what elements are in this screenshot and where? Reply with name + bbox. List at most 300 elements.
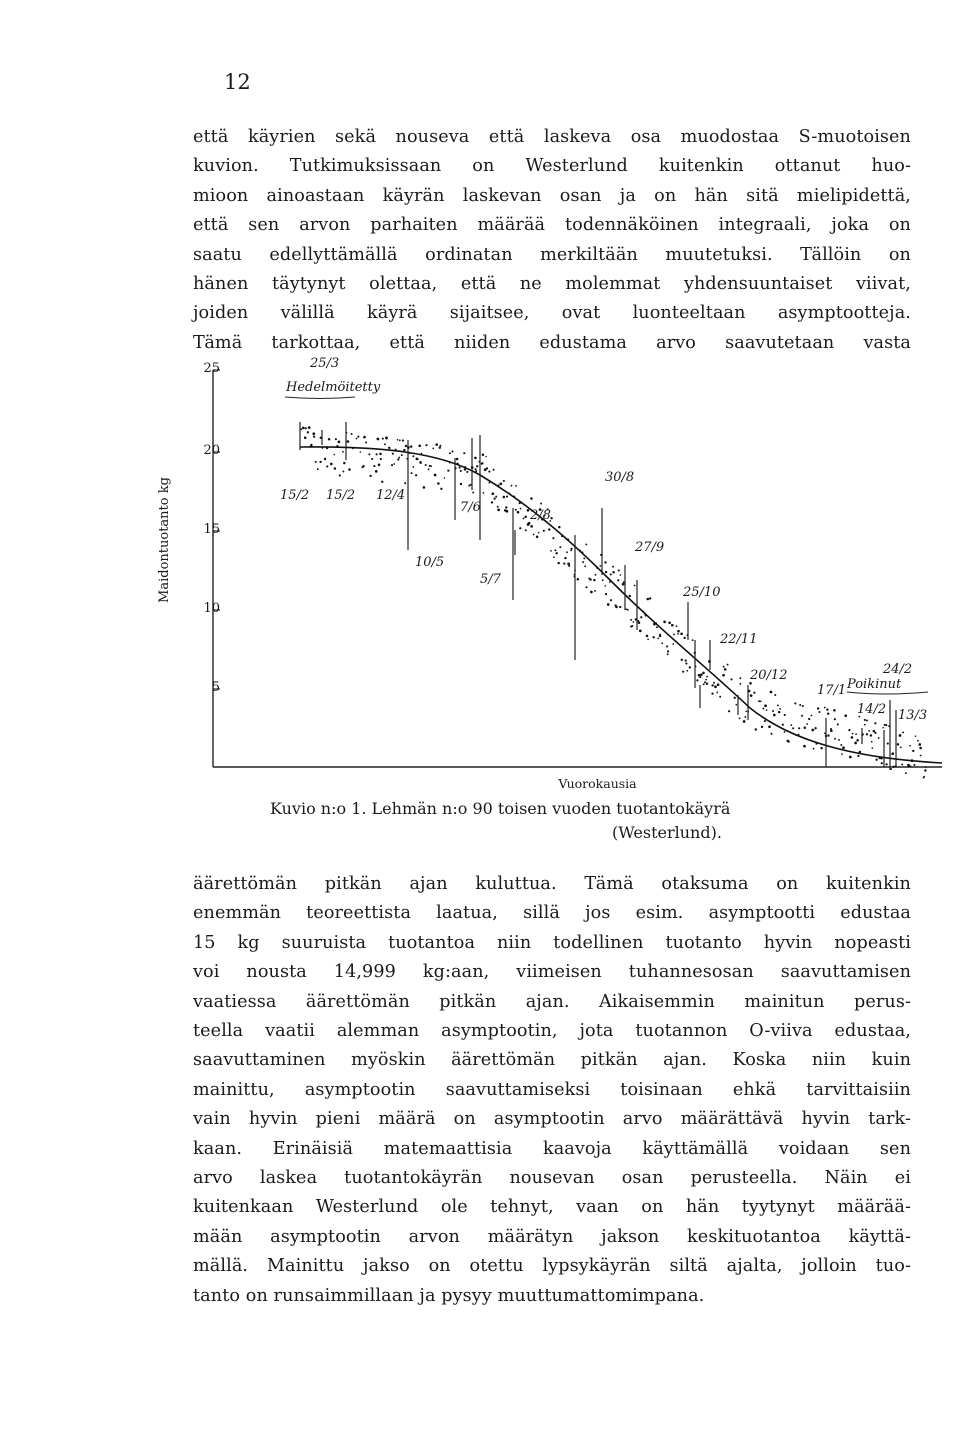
data-point [909,745,911,747]
data-point [410,445,412,447]
data-point [770,691,773,694]
data-point [497,506,499,508]
data-point [493,469,495,471]
data-point [864,724,866,726]
data-point [384,443,386,445]
data-point [713,682,715,684]
data-point [398,457,400,459]
data-point [722,674,725,677]
data-point [873,730,876,733]
data-point [895,765,897,767]
data-point [508,493,510,495]
data-point [356,438,358,440]
data-point [639,630,642,633]
data-point [899,734,902,737]
x-axis-label: Vuorokausia [558,776,637,791]
data-point [695,666,697,668]
annotation-25-10: 25/10 [683,585,721,600]
data-point [897,743,899,745]
data-point [558,526,561,529]
data-point [824,732,826,734]
text-line: vaatiessa äärettömän pitkän ajan. Aikaisemmin mainitun perus- [193,991,911,1012]
data-point [419,461,422,464]
annotation-poikinut: Poikinut [847,677,902,692]
data-point [485,456,487,458]
data-point [890,768,892,770]
data-point [758,700,760,702]
data-point [451,450,453,452]
data-point [397,439,399,441]
data-point [755,728,757,730]
data-point [563,563,565,565]
data-point [671,624,674,627]
data-point [402,439,404,441]
data-point [449,452,451,454]
data-point [827,734,829,736]
data-point [530,525,533,528]
data-point [795,734,797,736]
data-point [703,683,705,685]
data-point [454,467,456,469]
text-line: mään asymptootin arvon määrätyn jakson keskituotantoa käyttä- [193,1226,911,1247]
data-point [859,751,861,753]
data-point [607,603,610,606]
data-point [924,769,926,771]
data-point [552,537,554,539]
data-point [530,497,533,500]
data-point [407,446,410,449]
data-point [684,637,686,639]
data-point [811,729,814,732]
data-point [320,437,322,439]
data-point [386,437,388,439]
data-point [788,741,790,743]
data-point [618,569,620,571]
data-point [338,441,341,444]
data-point [594,590,596,592]
data-point [834,738,836,740]
data-point [885,763,887,765]
data-point [567,538,569,540]
text-line: enemmän teoreettista laatua, sillä jos esim. asymptootti edustaa [193,903,911,924]
data-point [397,458,399,460]
data-point [808,718,810,720]
data-point [418,444,421,447]
data-point [456,458,459,461]
data-point [362,465,364,467]
data-point [589,578,591,580]
data-point [919,747,922,750]
data-point [784,731,786,733]
data-point [911,759,914,762]
data-point [857,755,859,757]
data-point [584,565,586,567]
figure-production-curve [150,340,950,860]
data-point [439,445,441,447]
data-point [493,497,495,499]
text-line: 15 kg suuruista tuotantoa niin todellinen tuotanto hyvin nopeasti [193,932,911,953]
data-point [871,741,873,743]
data-point [375,470,378,473]
data-point [888,725,890,727]
data-point [506,496,508,498]
data-point [406,458,408,460]
data-point [425,464,427,466]
data-point [573,574,575,576]
data-point [343,462,345,464]
data-point [798,727,800,729]
data-point [538,532,540,534]
data-point [634,585,636,587]
text-line: vain hyvin pieni määrä on asymptootin arvo määrättävä hyvin tark- [193,1109,911,1130]
annotation-30-8: 30/8 [605,470,635,485]
data-point [699,676,701,678]
data-point [819,711,821,713]
data-point [395,449,397,451]
data-point [548,528,550,530]
hedelmoitetty-underline [285,397,355,399]
data-point [363,436,366,439]
data-point [428,468,430,470]
data-point [378,464,381,467]
data-point [409,452,411,454]
paragraph-bottom [193,870,911,1311]
data-point [870,734,872,736]
data-point [779,708,781,710]
data-point [841,753,843,755]
data-point [440,488,442,490]
data-point [620,574,622,576]
data-point [460,483,462,485]
data-point [423,486,426,489]
data-point [724,668,727,671]
data-point [439,447,441,449]
data-point [777,704,779,706]
data-point [827,712,829,714]
data-point [553,556,555,558]
data-point [540,503,542,505]
data-point [692,639,694,641]
data-point [686,670,688,672]
data-point [837,723,839,725]
data-point [310,444,312,446]
data-point [379,453,382,456]
data-point [638,621,641,624]
data-point [748,690,751,693]
data-point [519,502,521,504]
data-point [735,704,737,706]
figure-caption [270,797,730,845]
data-point [483,492,485,494]
data-point [761,726,763,728]
data-point [773,714,776,717]
data-point [834,718,836,720]
annotation-13-3: 13/3 [898,708,928,723]
data-point [319,461,321,463]
data-point [404,482,406,484]
data-point [645,615,647,617]
data-point [381,481,383,483]
data-point [866,720,868,722]
data-point [365,442,367,444]
data-point [681,659,683,661]
data-point [403,449,405,451]
data-point [643,611,645,613]
data-point [617,579,619,581]
data-point [917,740,919,742]
annotation-24-2: 24/2 [883,662,913,677]
text-line: kuvion. Tutkimuksissaan on Westerlund kuitenkin ottanut huo- [193,156,911,177]
data-point [585,586,587,588]
data-point [885,724,887,726]
data-point [875,759,877,761]
data-point [348,468,351,471]
data-point [401,454,403,456]
data-point [753,692,755,694]
data-point [421,453,423,455]
data-point [333,454,335,456]
data-point [661,642,663,644]
data-point [525,529,527,531]
data-point [820,747,822,749]
data-point [511,485,513,487]
data-point [739,683,741,685]
data-point [568,565,570,567]
text-line: mioon ainoastaan käyrän laskevan osan ja on hän sitä mielipidettä, [193,185,911,206]
data-point [862,733,864,735]
data-point [745,710,747,712]
data-point [711,684,713,686]
data-point [728,710,730,712]
data-point [891,752,894,755]
data-point [768,725,771,728]
data-point [610,573,612,575]
data-point [784,714,786,716]
data-point [653,623,656,626]
data-point [774,694,776,696]
date-markers [300,422,896,770]
data-point [826,708,828,710]
data-point [336,445,338,447]
data-point [476,465,478,467]
text-line: voi nousta 14,999 kg:aan, viimeisen tuhannesosan saavuttamisen [193,962,911,983]
data-point [739,717,741,719]
data-point [326,447,328,449]
data-point [731,678,733,680]
data-point [619,606,621,608]
data-point [640,616,642,618]
data-point [838,739,840,741]
data-point [555,552,557,554]
data-point [770,733,772,735]
text-line: Tämä tarkottaa, että niiden edustama arvo saavutetaan vasta [193,332,911,353]
data-point [605,593,607,595]
data-point [305,427,307,429]
data-point [851,736,854,739]
text-line: hänen täytynyt olettaa, että ne molemmat yhdensuuntaiset viivat, [193,274,911,295]
data-point [495,496,497,498]
data-point [912,750,914,752]
data-point [623,581,625,583]
data-point [766,709,768,711]
data-point [432,448,434,450]
data-point [585,543,587,545]
data-point [357,436,359,438]
data-point [747,711,749,713]
data-point [579,550,581,552]
data-point [313,436,315,438]
data-point [435,443,438,446]
data-point [460,470,462,472]
text-line: saavuttaminen myöskin äärettömän pitkän ajan. Koska niin kuin [193,1050,911,1071]
data-point [429,465,431,467]
data-point [334,467,337,470]
data-point [471,466,474,469]
data-point [583,557,585,559]
data-point [302,427,305,430]
data-point [514,496,516,498]
data-point [920,755,922,757]
data-point [554,549,556,551]
data-point [330,463,333,466]
data-point [711,692,713,694]
data-point [900,746,902,748]
data-point [802,705,804,707]
data-point [315,461,317,463]
data-point [574,576,576,578]
caption-line: Kuvio n:o 1. Lehmän n:o 90 toisen vuoden tuotantokäyrä [270,799,731,818]
annotation-12-4: 12/4 [376,488,406,503]
data-point [550,550,552,552]
data-point [627,609,629,611]
data-point [600,554,602,556]
y-tick-label: 10 [203,601,220,616]
text-line: mainittu, asymptootin saavuttamiseksi toisinaan ehkä tarvittaisiin [193,1079,911,1100]
data-point [577,578,580,581]
data-point [351,433,353,435]
data-point [760,700,762,702]
data-point [656,626,658,628]
data-point [813,748,815,750]
data-point [790,724,792,726]
data-point [881,762,883,764]
text-line: joiden välillä käyrä sijaitsee, ovat luonteeltaan asymptootteja. [193,303,911,324]
data-point [782,724,784,726]
data-point [605,571,607,573]
data-point [590,591,593,594]
data-point [615,606,618,609]
y-tick-label: 5 [211,680,220,695]
data-point [840,744,842,746]
poikinut-underline [847,692,928,694]
data-point [304,436,307,439]
data-point [324,458,326,460]
data-point [734,697,736,699]
data-point [925,766,927,768]
data-point [631,625,633,627]
data-point [700,673,703,676]
data-point [602,579,604,581]
text-line: että käyrien sekä nouseva että laskeva osa muodostaa S-muotoisen [193,127,911,147]
data-point [456,463,458,465]
data-point [415,474,417,476]
data-point [764,704,767,707]
data-point [582,561,584,563]
data-point [543,530,545,532]
data-point [849,756,852,759]
data-point [918,743,921,746]
data-point [792,727,794,729]
data-point [609,581,611,583]
paragraph-top [193,123,911,358]
data-point [411,472,413,474]
data-point [466,471,468,473]
data-point [500,483,503,486]
data-point [750,694,753,697]
data-point [719,696,721,698]
data-point [604,585,606,587]
data-point [677,633,679,635]
data-point [352,447,354,449]
data-point [392,453,394,455]
data-point [667,650,669,652]
data-point [412,466,414,468]
data-point [339,474,341,476]
data-point [326,465,328,467]
annotation-14-2: 14/2 [857,702,887,717]
data-point [696,679,698,681]
y-tick-label: 15 [203,522,220,537]
text-line: teella vaatii alemman asymptootin, jota tuotannon O-viiva edustaa, [193,1021,911,1042]
data-point [445,460,447,462]
data-point [519,527,521,529]
data-point [902,731,904,733]
data-point [393,463,395,465]
data-point [489,482,491,484]
data-point [388,447,390,449]
data-point [913,764,915,766]
data-point [571,548,573,550]
data-point [380,458,382,460]
data-point [582,551,584,553]
text-line: kaan. Erinäisiä matemaattisia kaavoja käyttämällä voidaan sen [193,1138,911,1159]
data-point [596,567,598,569]
data-point [880,757,883,760]
data-point [677,630,680,633]
data-point [915,735,917,737]
data-point [657,638,659,640]
annotation-27-9: 27/9 [635,540,665,555]
data-point [727,664,729,666]
data-point [804,726,807,729]
data-point [686,634,688,636]
data-point [369,475,371,477]
data-point [391,464,393,466]
data-point [328,438,331,441]
data-point [830,728,832,730]
data-point [649,597,651,599]
data-point [798,734,800,736]
data-point [673,634,675,636]
data-point [625,608,627,610]
data-point [449,462,451,464]
annotation-20-12: 20/12 [750,668,788,683]
data-point [705,679,707,681]
data-point [557,562,559,564]
data-point [517,511,520,514]
data-point [464,466,466,468]
data-point [652,636,654,638]
